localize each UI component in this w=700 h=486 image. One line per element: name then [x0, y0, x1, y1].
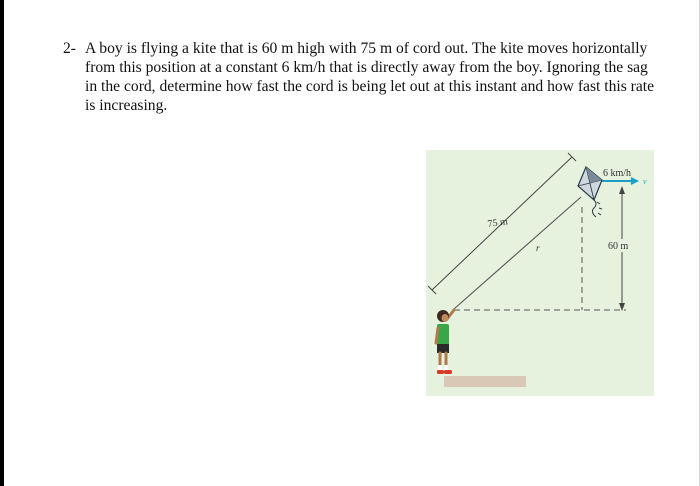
- cord-length-label: 75 m: [486, 216, 509, 230]
- ground: [444, 376, 526, 387]
- height-label: 60 m: [608, 241, 629, 252]
- problem-number: 2-: [63, 40, 76, 57]
- problem-statement: [63, 39, 663, 115]
- speed-label: 6 km/h: [603, 168, 632, 179]
- kite-figure: [426, 150, 654, 396]
- cord-symbol: r: [536, 243, 540, 253]
- velocity-symbol: v: [643, 177, 647, 186]
- left-border: [0, 0, 4, 486]
- problem-text: A boy is flying a kite that is 60 m high with 75 m of cord out. The kite moves horizontally from this position at a constant 6 km/h that is directly away from the boy. Ignoring the sag in the cord, determine how fast the cord is being let out at this instant and how fast this rate is increasing.: [85, 40, 655, 114]
